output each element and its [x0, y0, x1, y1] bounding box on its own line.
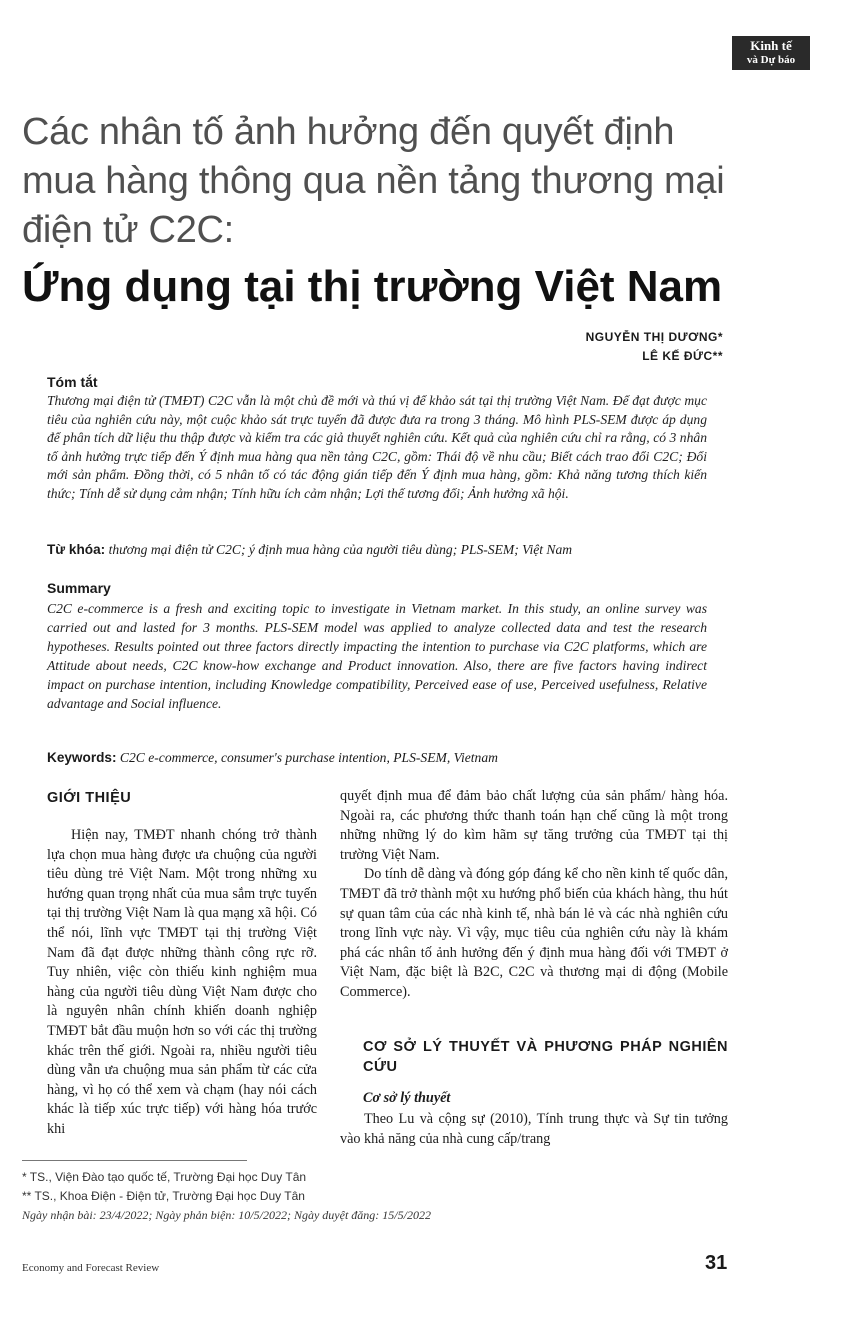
- article-subtitle: Ứng dụng tại thị trường Việt Nam: [22, 262, 723, 311]
- journal-logo-line1: Kinh tế: [750, 38, 792, 53]
- journal-logo: [732, 36, 810, 70]
- footnote-divider: [22, 1160, 247, 1161]
- title-line-2: mua hàng thông qua nền tảng thương mại: [22, 160, 725, 202]
- keywords-en: [47, 750, 747, 766]
- intro-heading: GIỚI THIỆU: [47, 790, 132, 806]
- author-2: LÊ KẾ ĐỨC**: [642, 349, 723, 363]
- footer-journal-name: Economy and Forecast Review: [22, 1262, 160, 1274]
- intro-paragraph-continued: quyết định mua để đảm bảo chất lượng của sản phẩm/ hàng hóa. Ngoài ra, các phương thức thanh toán hạn chế cũng là một trong những những lý do kìm hãm sự tăng trưởng của TMĐT tại thị trường Việt Nam.: [340, 788, 728, 863]
- body-column-left: [47, 826, 317, 1140]
- keywords-vi-label: Từ khóa:: [47, 542, 106, 557]
- article-title: [22, 108, 822, 315]
- intro-paragraph-1: Hiện nay, TMĐT nhanh chóng trở thành lựa chọn mua hàng được ưa chuộng của người tiêu dùng trẻ Việt Nam. Một trong những xu hướng quan trọng nhất của mua sắm trực tuyến tại thị trường Việt Nam là qua mạng xã hội. Có thể nói, lĩnh vực TMĐT tại thị trường Việt Nam đã đạt được những thành công rực rỡ. Tuy nhiên, việc còn thiếu kinh nghiệm mua hàng của người tiêu dùng Việt Nam được cho là nguyên nhân chính khiến doanh nghiệp TMĐT bắt đầu muộn hơn so với các thị trường khác trên thế giới. Ngoài ra, nhiều người tiêu dùng vẫn ưa chuộng mua sản phẩm từ các cửa hàng, vì họ có thể xem và chạm (hay nói cách khác là tiếp xúc trực tiếp) với hàng hóa trước khi: [47, 827, 317, 1137]
- title-line-1: Các nhân tố ảnh hưởng đến quyết định: [22, 111, 675, 153]
- summary-heading: Summary: [47, 580, 111, 596]
- theory-column: [340, 1110, 728, 1149]
- page-number: 31: [705, 1252, 728, 1274]
- abstract-en-text: C2C e-commerce is a fresh and exciting topic to investigate in Vietnam market. In this study, an online survey was carried out and lasted for 3 months. PLS-SEM model was applied to analyze collected data and test the research hypotheses. Results pointed out three factors directly impacting the intention to purchase via C2C platforms, which are Attitude about needs, C2C know-how exchange and Product innovation. Also, there are five factors having indirect impact on purchase intention, including Knowledge compatibility, Perceived ease of use, Perceived usefulness, Relative advantage and Social influence.: [47, 601, 707, 712]
- footnote-author-1: * TS., Viện Đào tạo quốc tế, Trường Đại học Duy Tân: [22, 1170, 307, 1184]
- body-column-right: [340, 787, 728, 1003]
- theory-subheading: Cơ sở lý thuyết: [363, 1090, 451, 1106]
- keywords-en-text: C2C e-commerce, consumer's purchase intention, PLS-SEM, Vietnam: [119, 750, 498, 765]
- footnote-dates: Ngày nhận bài: 23/4/2022; Ngày phản biện: 10/5/2022; Ngày duyệt đăng: 15/5/2022: [22, 1208, 431, 1222]
- journal-logo-line2: và Dự báo: [746, 54, 796, 66]
- abstract-vi-text: Thương mại điện tử (TMĐT) C2C vẫn là một chủ đề mới và thú vị để khảo sát tại thị trường Việt Nam. Để đạt được mục tiêu của nghiên cứu này, một cuộc khảo sát trực tuyến đã được đưa ra trong 3 tháng. Mô hình PLS-SEM được áp dụng để phân tích dữ liệu thu thập được và kiểm tra các giả thuyết nghiên cứu. Kết quả của nghiên cứu chỉ ra rằng, có 3 nhân tố ảnh hưởng trực tiếp đến Ý định mua hàng qua nền tảng C2C, gồm: Thái độ về nhu cầu; Biết cách trao đổi C2C; Đổi mới sản phẩm. Đồng thời, có 5 nhân tố có tác động gián tiếp đến Ý định mua hàng, gồm: Khả năng tương thích kiến thức; Tính dễ sử dụng cảm nhận; Tính hữu ích cảm nhận; Lợi thế tương đối; Ảnh hưởng xã hội.: [47, 393, 707, 501]
- keywords-vi-text: thương mại điện tử C2C; ý định mua hàng của người tiêu dùng; PLS-SEM; Việt Nam: [108, 542, 573, 557]
- title-line-3: điện tử C2C:: [22, 209, 234, 251]
- intro-paragraph-2: Do tính dễ dàng và đóng góp đáng kể cho nền kinh tế quốc dân, TMĐT đã trở thành một xu hướng phổ biến của khách hàng, thu hút sự quan tâm của các nhà kinh tế, nhà bán lẻ và các nhà nghiên cứu trong lĩnh vực này. Vì vậy, mục tiêu của nghiên cứu này là khám phá các nhân tố ảnh hưởng đến ý định mua hàng đối với TMĐT ở Việt Nam, đặc biệt là B2C, C2C và thương mại di động (Mobile Commerce).: [340, 866, 728, 1000]
- footnote-author-2: ** TS., Khoa Điện - Điện tử, Trường Đại học Duy Tân: [22, 1189, 305, 1203]
- keywords-vi: [47, 542, 747, 558]
- keywords-en-label: Keywords:: [47, 750, 117, 765]
- author-1: NGUYỄN THỊ DƯƠNG*: [585, 330, 723, 344]
- theory-heading: CƠ SỞ LÝ THUYẾT VÀ PHƯƠNG PHÁP NGHIÊN CỨU: [363, 1039, 728, 1075]
- theory-paragraph: Theo Lu và cộng sự (2010), Tính trung thực và Sự tin tưởng vào khả năng của nhà cung cấp/trang: [340, 1111, 728, 1147]
- abstract-vi-heading: Tóm tắt: [47, 374, 98, 390]
